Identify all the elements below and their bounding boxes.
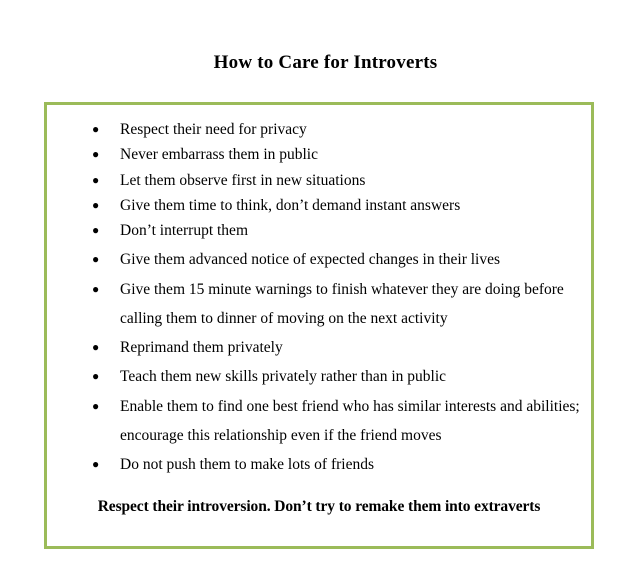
tip-text: Don’t interrupt them (120, 222, 248, 239)
closing-statement: Respect their introversion. Don’t try to remake them into extraverts (97, 498, 541, 515)
tip-text: Respect their need for privacy (120, 121, 307, 138)
bullet-icon: ● (92, 399, 100, 413)
tip-text: Give them time to think, don’t demand instant answers (120, 197, 461, 214)
tip-text: Enable them to find one best friend who has similar interests and abilities; encourage this relationship even if the friend moves (120, 398, 580, 444)
bullet-icon: ● (92, 198, 100, 212)
tips-box (44, 102, 594, 549)
tip-text: Reprimand them privately (120, 339, 283, 356)
bullet-icon: ● (92, 340, 100, 354)
bullet-icon: ● (92, 252, 100, 266)
bullet-icon: ● (92, 282, 100, 296)
bullet-icon: ● (92, 147, 100, 161)
bullet-icon: ● (92, 223, 100, 237)
tip-text: Let them observe first in new situations (120, 172, 366, 189)
bullet-icon: ● (92, 173, 100, 187)
tip-text: Never embarrass them in public (120, 146, 318, 163)
bullet-icon: ● (92, 369, 100, 383)
bullet-icon: ● (92, 122, 100, 136)
tip-text: Teach them new skills privately rather than in public (120, 368, 447, 385)
tip-text: Give them 15 minute warnings to finish whatever they are doing before calling them to dinner of moving on the next activity (120, 281, 564, 327)
tip-text: Do not push them to make lots of friends (120, 456, 374, 473)
page-title: How to Care for Introverts (213, 52, 438, 73)
tip-text: Give them advanced notice of expected changes in their lives (120, 251, 501, 268)
bullet-icon: ● (92, 457, 100, 471)
